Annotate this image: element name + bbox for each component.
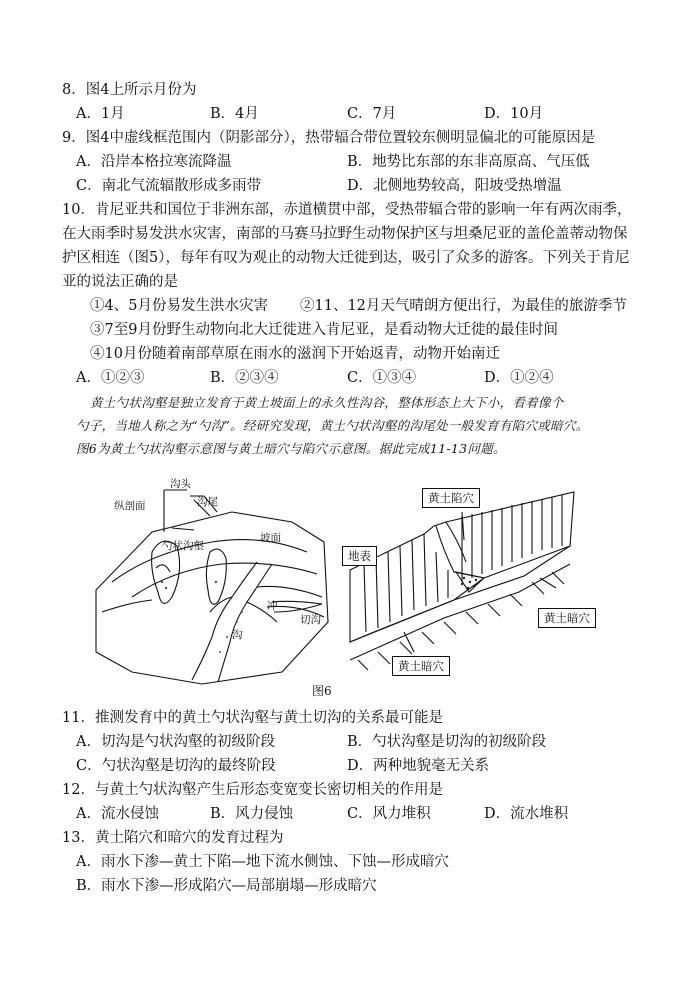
label-gully-head: 沟头 (170, 478, 191, 490)
q9-option-a: A．沿岸本格拉寒流降温 (76, 154, 232, 170)
q10-stem-line-4: 亚的说法正确的是 (62, 274, 178, 290)
q8-stem: 8．图4上所示月份为 (62, 82, 197, 98)
q12-option-d: D．流水堆积 (484, 806, 569, 822)
q10-option-c: C．①③④ (347, 370, 417, 386)
q8-option-b: B．4月 (210, 106, 259, 122)
q9-stem: 9．图4中虚线框范围内（阴影部分），热带辐合带位置较东侧明显偏北的可能原因是 (62, 130, 596, 146)
intro-line-3: 图6为黄土勺状沟壑示意图与黄土暗穴与陷穴示意图。据此完成11-13问题。 (76, 441, 506, 456)
q11-option-d: D．两种地貌毫无关系 (347, 758, 490, 774)
figure-6-caption: 图6 (312, 684, 332, 698)
intro-line-2: 勺子，当地人称之为“勺沟”。经研究发现，黄土勺状沟壑的沟尾处一般发育有陷穴或暗穴。 (76, 418, 589, 433)
label-profile: 纵剖面 (114, 500, 146, 512)
q11-option-b: B．勺状沟壑是切沟的初级阶段 (347, 734, 547, 750)
q10-statement-2: ②11、12月天气晴朗方便出行，为最佳的旅游季节 (300, 298, 627, 314)
q9-option-c: C．南北气流辐散形成多雨带 (76, 178, 262, 194)
label-loess-tunnel-right: 黄土暗穴 (538, 608, 596, 628)
q8-option-c: C．7月 (347, 106, 397, 122)
label-chong: 冲 (267, 600, 278, 612)
q13-stem: 13．黄土陷穴和暗穴的发育过程为 (62, 830, 284, 846)
figure-6 (92, 472, 592, 700)
q10-statement-1: ①4、5月份易发生洪水灾害 (90, 298, 268, 314)
q10-option-d: D．①②④ (484, 370, 554, 386)
q10-statement-4: ④10月份随着南部草原在雨水的滋润下开始返青，动物开始南迁 (90, 346, 500, 362)
q9-option-b: B．地势比东部的东非高原高、气压低 (347, 154, 590, 170)
q12-option-a: A．流水侵蚀 (76, 806, 159, 822)
label-loess-tunnel-bottom: 黄土暗穴 (392, 656, 450, 676)
q12-stem: 12．与黄土勺状沟壑产生后形态变宽变长密切相关的作用是 (62, 782, 443, 798)
q12-option-c: C．风力堆积 (347, 806, 431, 822)
q10-stem-line-2: 在大雨季时易发洪水灾害，南部的马赛马拉野生动物保护区与坦桑尼亚的盖伦盖蒂动物保 (62, 226, 628, 242)
label-cut-gully: 切沟 (300, 614, 321, 626)
label-slope: 坡面 (260, 532, 281, 544)
q11-option-a: A．切沟是勺状沟壑的初级阶段 (76, 734, 275, 750)
q10-stem-line-1: 10．肯尼亚共和国位于非洲东部，赤道横贯中部，受热带辐合带的影响一年有两次雨季， (62, 202, 632, 218)
label-gou: 沟 (232, 629, 243, 641)
label-ground-surface: 地表 (342, 546, 377, 566)
q10-statement-3: ③7至9月份野生动物向北大迁徙进入肯尼亚，是看动物大迁徙的最佳时间 (90, 322, 558, 338)
label-loess-sinkhole: 黄土陷穴 (422, 488, 480, 508)
label-spoon-gully: 勺状沟壑 (162, 540, 204, 552)
intro-line-1: 黄土勺状沟壑是独立发育于黄土坡面上的永久性沟谷，整体形态上大下小，看着像个 (90, 395, 564, 410)
q11-stem: 11．推测发育中的黄土勺状沟壑与黄土切沟的关系最可能是 (62, 710, 443, 726)
q10-option-b: B．②③④ (210, 370, 279, 386)
label-gully-tail: 沟尾 (197, 496, 218, 508)
q12-option-b: B．风力侵蚀 (210, 806, 294, 822)
q8-option-d: D．10月 (484, 106, 544, 122)
q9-option-d: D．北侧地势较高，阳坡受热增温 (347, 178, 562, 194)
sinkhole-tunnel-diagram (344, 482, 590, 672)
q10-option-a: A．①②③ (76, 370, 145, 386)
q13-option-a: A．雨水下渗—黄土下陷—地下流水侧蚀、下蚀—形成暗穴 (76, 854, 449, 870)
q11-option-c: C．勺状沟壑是切沟的最终阶段 (76, 758, 276, 774)
q13-option-b: B．雨水下渗—形成陷穴—局部崩塌—形成暗穴 (76, 878, 377, 894)
q8-option-a: A．1月 (76, 106, 125, 122)
q10-stem-line-3: 护区相连（图5），每年有叹为观止的动物大迁徙到达，吸引了众多的游客。下列关于肯尼 (62, 250, 630, 266)
